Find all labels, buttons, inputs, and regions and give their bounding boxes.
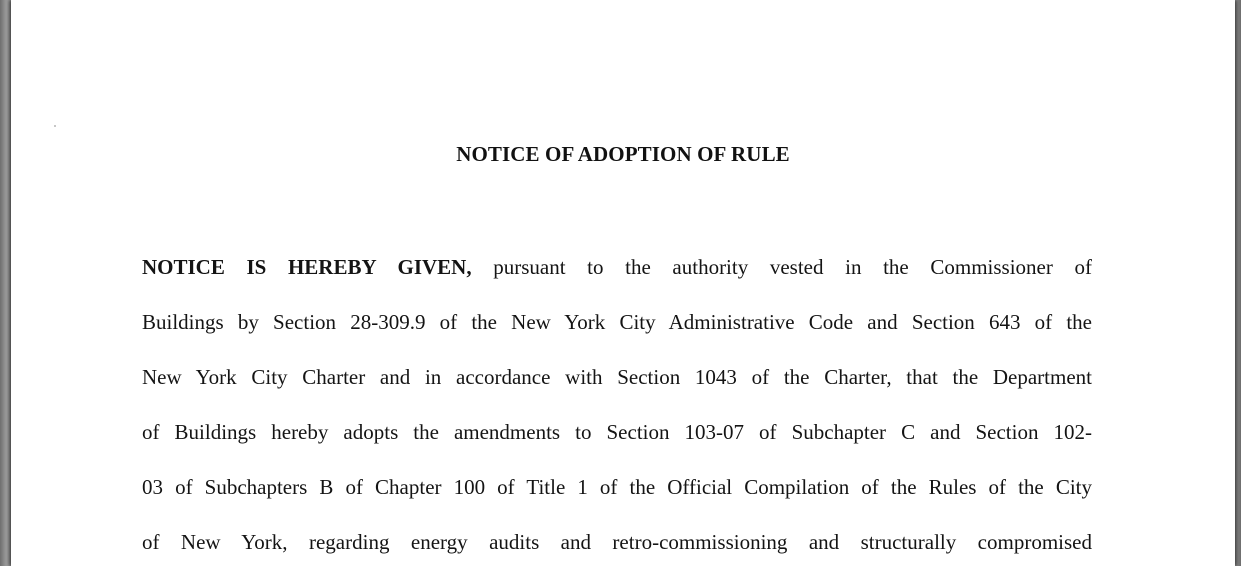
notice-title: NOTICE OF ADOPTION OF RULE bbox=[456, 142, 790, 166]
document-page bbox=[11, 0, 1235, 566]
paragraph-line: Buildings by Section 28-309.9 of the New York City Administrative Code and Section 643 of the bbox=[142, 310, 1092, 334]
paragraph-line: New York City Charter and in accordance with Section 1043 of the Charter, that the Department bbox=[142, 365, 1092, 389]
paragraph-line: of Buildings hereby adopts the amendments to Section 103-07 of Subchapter C and Section 102- bbox=[142, 420, 1092, 444]
notice-paragraph bbox=[142, 246, 1092, 566]
paragraph-line: 03 of Subchapters B of Chapter 100 of Title 1 of the Official Compilation of the Rules of the City bbox=[142, 475, 1092, 499]
scan-speck bbox=[54, 125, 56, 127]
paragraph-lead: NOTICE IS HEREBY GIVEN, bbox=[142, 255, 472, 279]
paragraph-line: of New York, regarding energy audits and retro-commissioning and structurally compromised bbox=[142, 530, 1092, 554]
paragraph-line bbox=[142, 246, 1092, 301]
paragraph-line-text: pursuant to the authority vested in the Commissioner of bbox=[471, 255, 1092, 279]
